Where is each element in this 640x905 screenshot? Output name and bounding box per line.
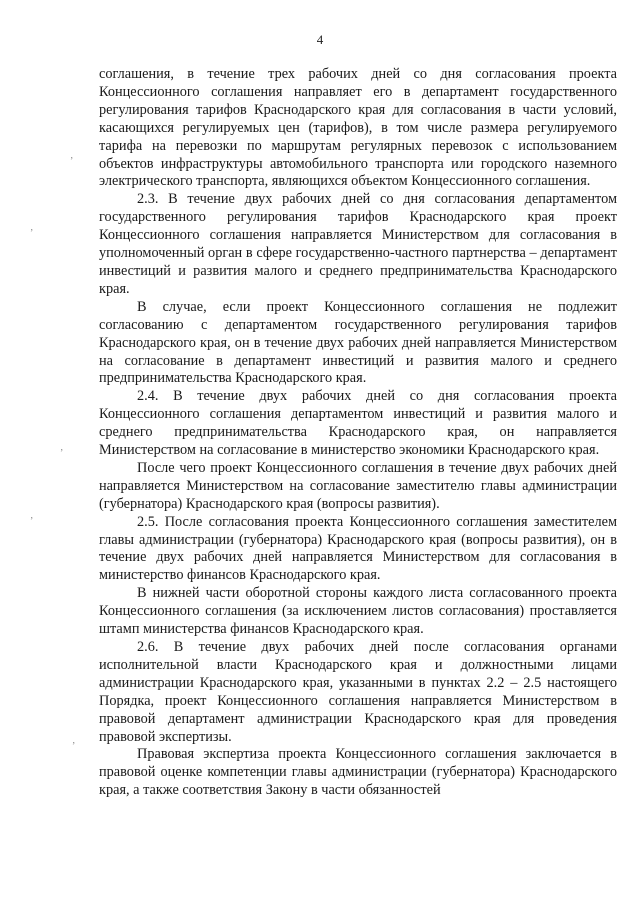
- margin-mark: ‚: [30, 222, 34, 233]
- margin-mark: ‚: [30, 510, 34, 521]
- paragraph-2-6: 2.6. В течение двух рабочих дней после согласования органами исполнительной власти Краснодарского края и должностными лицами администрации Краснодарского края, указанными в пунктах 2.2 – 2.5 настоящего Порядка, проект Концессионного соглашения направляется Министерством в правовой департамент администрации Краснодарского края для проведения правовой экспертизы.: [99, 639, 617, 745]
- margin-mark: ‚: [60, 442, 64, 453]
- paragraph-deputy-approval: После чего проект Концессионного соглашения в течение двух рабочих дней направляется Министерством на согласование заместителю главы администрации (губернатора) Краснодарского края (вопросы развития).: [99, 459, 617, 512]
- document-text: [99, 66, 617, 800]
- margin-mark: ‚: [72, 735, 76, 746]
- paragraph-2-5: 2.5. После согласования проекта Концессионного соглашения заместителем главы администрации (губернатора) Краснодарского края (вопросы развития), он в течение двух рабочих дней направляется Министерством для согласования в министерство финансов Краснодарского края.: [99, 513, 617, 584]
- paragraph-exception: В случае, если проект Концессионного соглашения не подлежит согласованию с департаментом государственного регулирования тарифов Краснодарского края, он в течение двух рабочих дней направляется Министерством на согласование в департамент инвестиций и развития малого и среднего предпринимательства Краснодарского края.: [99, 298, 617, 387]
- paragraph-stamp: В нижней части оборотной стороны каждого листа согласованного проекта Концессионного соглашения (за исключением листов согласования) проставляется штамп министерства финансов Краснодарского края.: [99, 585, 617, 638]
- paragraph-2-3: 2.3. В течение двух рабочих дней со дня согласования департаментом государственного регулирования тарифов Краснодарского края проект Концессионного соглашения направляется Министерством для согласования в уполномоченный орган в сфере государственно-частного партнерства – департамент инвестиций и развития малого и среднего предпринимательства Краснодарского края.: [99, 191, 617, 297]
- paragraph-legal-review: Правовая экспертиза проекта Концессионного соглашения заключается в правовой оценке компетенции главы администрации (губернатора) Краснодарского края, а также соответствия Закону в части обязанностей: [99, 746, 617, 799]
- margin-mark: ‚: [70, 150, 74, 161]
- paragraph-2-4: 2.4. В течение двух рабочих дней со дня согласования проекта Концессионного соглашения департаментом инвестиций и развития малого и среднего предпринимательства Краснодарского края, он направляется Министерством на согласование в министерство экономики Краснодарского края.: [99, 388, 617, 459]
- page-number: 4: [316, 32, 324, 47]
- paragraph-continuation: соглашения, в течение трех рабочих дней со дня согласования проекта Концессионного соглашения направляет его в департамент государственного регулирования тарифов Краснодарского края для согласования в части условий, касающихся регулируемых цен (тарифов), в том числе размера регулируемого тарифа на перевозки по маршрутам регулярных перевозок с использованием объектов инфраструктуры автомобильного транспорта или городского наземного электрического транспорта, являющихся объектом Концессионного соглашения.: [99, 66, 617, 190]
